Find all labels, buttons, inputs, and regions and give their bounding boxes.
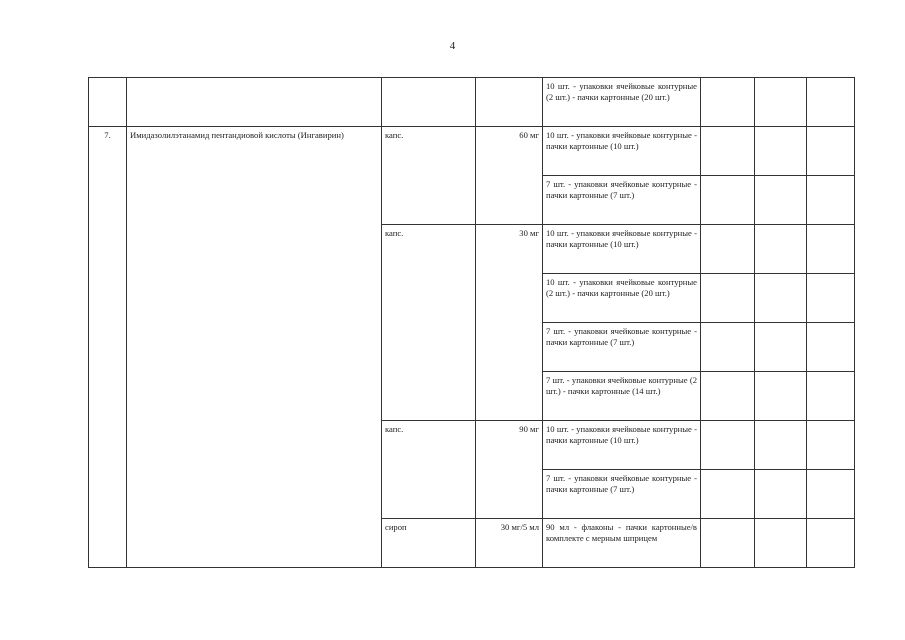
dose-cell: 30 мг bbox=[476, 225, 543, 421]
form-cell: сироп bbox=[382, 519, 476, 568]
cell-empty bbox=[755, 519, 807, 568]
cell-empty bbox=[701, 176, 755, 225]
cell-empty bbox=[807, 470, 855, 519]
cell-empty bbox=[701, 78, 755, 127]
cell-empty bbox=[755, 372, 807, 421]
cell-empty bbox=[807, 176, 855, 225]
packaging-cell: 7 шт. - упаковки ячейковые контурные - пачки картонные (7 шт.) bbox=[543, 323, 701, 372]
cell-empty bbox=[755, 176, 807, 225]
entry-number: 7. bbox=[89, 127, 127, 568]
cell-empty bbox=[807, 78, 855, 127]
packaging-cell: 10 шт. - упаковки ячейковые контурные (2 шт.) - пачки картонные (20 шт.) bbox=[543, 274, 701, 323]
cell-empty bbox=[755, 127, 807, 176]
cell-number bbox=[89, 78, 127, 127]
cell-empty bbox=[701, 470, 755, 519]
dose-cell: 90 мг bbox=[476, 421, 543, 519]
form-cell: капс. bbox=[382, 225, 476, 421]
drug-table bbox=[88, 77, 855, 568]
cell-empty bbox=[755, 421, 807, 470]
cell-empty bbox=[701, 274, 755, 323]
cell-empty bbox=[807, 225, 855, 274]
cell-empty bbox=[807, 127, 855, 176]
cell-empty bbox=[701, 127, 755, 176]
cell-form bbox=[382, 78, 476, 127]
packaging-cell: 7 шт. - упаковки ячейковые контурные - пачки картонные (7 шт.) bbox=[543, 470, 701, 519]
packaging-cell: 90 мл - флаконы - пачки картонные/в комплекте с мерным шприцем bbox=[543, 519, 701, 568]
dose-cell: 60 мг bbox=[476, 127, 543, 225]
cell-empty bbox=[755, 78, 807, 127]
cell-empty bbox=[755, 225, 807, 274]
cell-empty bbox=[807, 274, 855, 323]
packaging-cell: 10 шт. - упаковки ячейковые контурные - пачки картонные (10 шт.) bbox=[543, 127, 701, 176]
form-cell: капс. bbox=[382, 127, 476, 225]
cell-dose bbox=[476, 78, 543, 127]
entry-name: Имидазолилэтанамид пентандиовой кислоты (Ингавирин) bbox=[127, 127, 382, 568]
cell-empty bbox=[807, 421, 855, 470]
cell-empty bbox=[807, 372, 855, 421]
packaging-cell: 7 шт. - упаковки ячейковые контурные - пачки картонные (7 шт.) bbox=[543, 176, 701, 225]
cell-empty bbox=[701, 519, 755, 568]
packaging-cell: 7 шт. - упаковки ячейковые контурные (2 шт.) - пачки картонные (14 шт.) bbox=[543, 372, 701, 421]
table-row-continuation bbox=[89, 78, 855, 127]
cell-empty bbox=[755, 274, 807, 323]
cell-empty bbox=[701, 372, 755, 421]
cell-empty bbox=[701, 421, 755, 470]
cell-empty bbox=[807, 519, 855, 568]
cell-empty bbox=[755, 470, 807, 519]
cell-empty bbox=[701, 323, 755, 372]
cell-empty bbox=[755, 323, 807, 372]
form-cell: капс. bbox=[382, 421, 476, 519]
cell-empty bbox=[701, 225, 755, 274]
cell-packaging: 10 шт. - упаковки ячейковые контурные (2 шт.) - пачки картонные (20 шт.) bbox=[543, 78, 701, 127]
cell-name bbox=[127, 78, 382, 127]
page-number: 4 bbox=[449, 40, 456, 52]
dose-cell: 30 мг/5 мл bbox=[476, 519, 543, 568]
packaging-cell: 10 шт. - упаковки ячейковые контурные - пачки картонные (10 шт.) bbox=[543, 225, 701, 274]
table-row bbox=[89, 127, 855, 176]
cell-empty bbox=[807, 323, 855, 372]
packaging-cell: 10 шт. - упаковки ячейковые контурные - пачки картонные (10 шт.) bbox=[543, 421, 701, 470]
